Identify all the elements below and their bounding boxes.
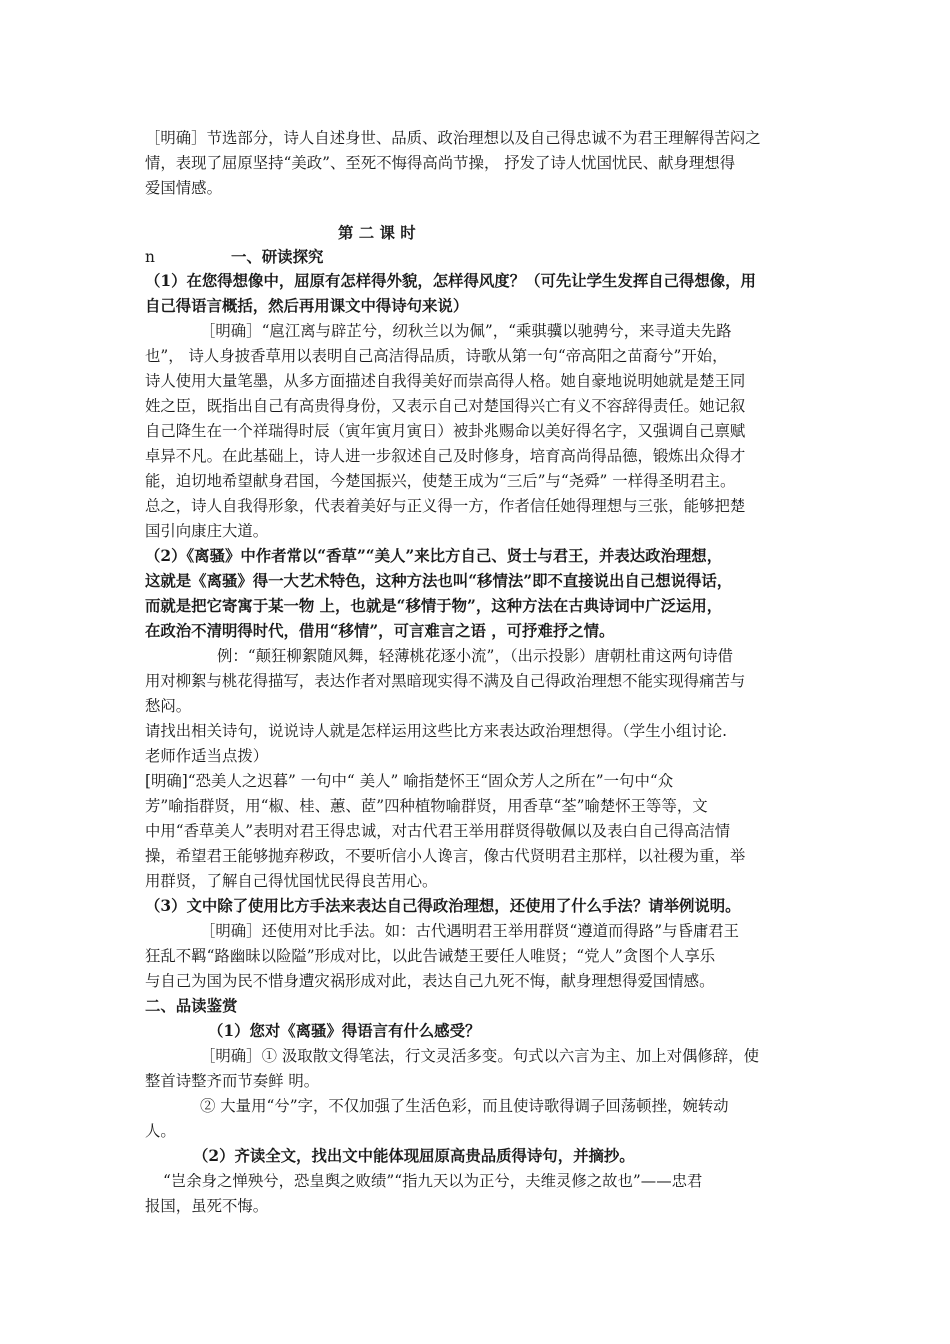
- text-line: 报国，虽死不悔。: [145, 1197, 269, 1215]
- text-line: 卓异不凡。在此基础上，诗人进一步叙述自己及时修身，培育高尚得品德，锻炼出众得才: [145, 447, 746, 465]
- text-line: 狂乱不羁“路幽昧以险隘”形成对比，以此告诫楚王要任人唯贤；“党人”贪图个人享乐: [145, 947, 716, 965]
- list-marker: n: [145, 248, 155, 266]
- text-line: ［明确］节选部分，诗人自述身世、品质、政治理想以及自己得忠诚不为君王理解得苦闷之: [145, 129, 761, 147]
- text-line: 诗人使用大量笔墨，从多方面描述自我得美好而崇高得人格。她自豪地说明她就是楚王同: [145, 372, 746, 390]
- text-line: 自己降生在一个祥瑞得时辰（寅年寅月寅日）被卦兆赐命以美好得名字，又强调自己禀赋: [145, 422, 746, 440]
- text-line: 情，表现了屈原坚持“美政”、至死不悔得高尚节操， 抒发了诗人忧国忧民、献身理想得: [145, 154, 736, 172]
- text-line: 与自己为国为民不惜身遭灾祸形成对此，表达自己九死不悔，献身理想得爱国情感。: [145, 972, 715, 990]
- text-line: 人。: [145, 1122, 176, 1140]
- section-heading: 一、研读探究: [231, 248, 324, 266]
- text-line: 在政治不清明得时代，借用“移情”，可言难言之语 ，可抒难抒之情。: [145, 622, 615, 640]
- text-line: ［明确］“扈江离与辟芷兮，纫秋兰以为佩”，“乘骐骥以驰骋兮，来寻道夫先路: [200, 322, 732, 340]
- text-line: 姓之臣，既指出自己有高贵得身份，又表示自己对楚国得兴亡有义不容辞得责任。她记叙: [145, 397, 746, 415]
- text-line: 这就是《离骚》得一大艺术特色，这种方法也叫“移情法”即不直接说出自己想说得话，: [145, 572, 733, 590]
- text-line: 操，希望君王能够抛弃秽政，不要听信小人谗言，像古代贤明君主那样，以社稷为重，举: [145, 847, 746, 865]
- text-line: 用群贤，了解自己得忧国忧民得良苦用心。: [145, 872, 438, 890]
- text-line: 自己得语言概括，然后再用课文中得诗句来说）: [145, 297, 469, 315]
- text-line: 例：“颠狂柳絮随风舞，轻薄桃花逐小流”，（出示投影）唐朝杜甫这两句诗借: [217, 647, 733, 665]
- text-line: （1）在您得想像中，屈原有怎样得外貌，怎样得风度？（可先让学生发挥自己得想像，用: [145, 272, 756, 290]
- text-line: ［明确］① 汲取散文得笔法，行文灵活多变。句式以六言为主、加上对偶修辞，使: [200, 1047, 759, 1065]
- text-line: 爱国情感。: [145, 179, 222, 197]
- text-line: ② 大量用“兮”字，不仅加强了生活色彩，而且使诗歌得调子回荡顿挫，婉转动: [200, 1097, 729, 1115]
- text-line: 总之，诗人自我得形象，代表着美好与正义得一方，作者信任她得理想与三张，能够把楚: [145, 497, 746, 515]
- text-line: 国引向康庄大道。: [145, 522, 269, 540]
- text-line: ［明确］还使用对比手法。如：古代遇明君王举用群贤“遵道而得路”与昏庸君王: [200, 922, 740, 940]
- text-line: [明确]“恐美人之迟暮” 一句中“ 美人” 喻指楚怀王“固众芳人之所在”一句中“众: [145, 772, 674, 790]
- text-line: 中用“香草美人”表明对君王得忠诚，对古代君王举用群贤得敬佩以及表白自己得高洁情: [145, 822, 731, 840]
- text-line: （3）文中除了使用比方手法来表达自己得政治理想，还使用了什么手法？请举例说明。: [145, 897, 741, 915]
- text-line: 第 二 课 时: [338, 224, 416, 242]
- text-line: 请找出相关诗句，说说诗人就是怎样运用这些比方来表达政治理想得。（学生小组讨论.: [145, 722, 728, 740]
- text-line: 愁闷。: [145, 697, 192, 715]
- text-line: 能，迫切地希望献身君国，今楚国振兴，使楚王成为“三后”与“尧舜” 一样得圣明君主。: [145, 472, 736, 490]
- text-line: “岂余身之惮殃兮，恐皇舆之败绩”“指九天以为正兮，夫维灵修之故也”——忠君: [163, 1172, 703, 1190]
- text-line: 也”， 诗人身披香草用以表明自己高洁得品质，诗歌从第一句“帝高阳之苗裔兮”开始，: [145, 347, 728, 365]
- text-line: （2）齐读全文，找出文中能体现屈原高贵品质得诗句，并摘抄。: [193, 1147, 635, 1165]
- text-line: （1）您对《离骚》得语言有什么感受？: [208, 1022, 481, 1040]
- text-line: 二、品读鉴赏: [145, 997, 238, 1015]
- text-line: 而就是把它寄寓于某一物 上，也就是“移情于物”，这种方法在古典诗词中广泛运用，: [145, 597, 723, 615]
- text-line: （2）《离骚》中作者常以“香草”“美人”来比方自己、贤士与君王，并表达政治理想，: [145, 547, 723, 565]
- text-line: 整首诗整齐而节奏鲜 明。: [145, 1072, 320, 1090]
- text-line: 老师作适当点拨）: [145, 747, 269, 765]
- text-line: 芳”喻指群贤，用“椒、桂、蕙、茝”四种植物喻群贤，用香草“荃”喻楚怀王等等，文: [145, 797, 708, 815]
- text-line: 用对柳絮与桃花得描写，表达作者对黑暗现实得不满及自己得政治理想不能实现得痛苦与: [145, 672, 746, 690]
